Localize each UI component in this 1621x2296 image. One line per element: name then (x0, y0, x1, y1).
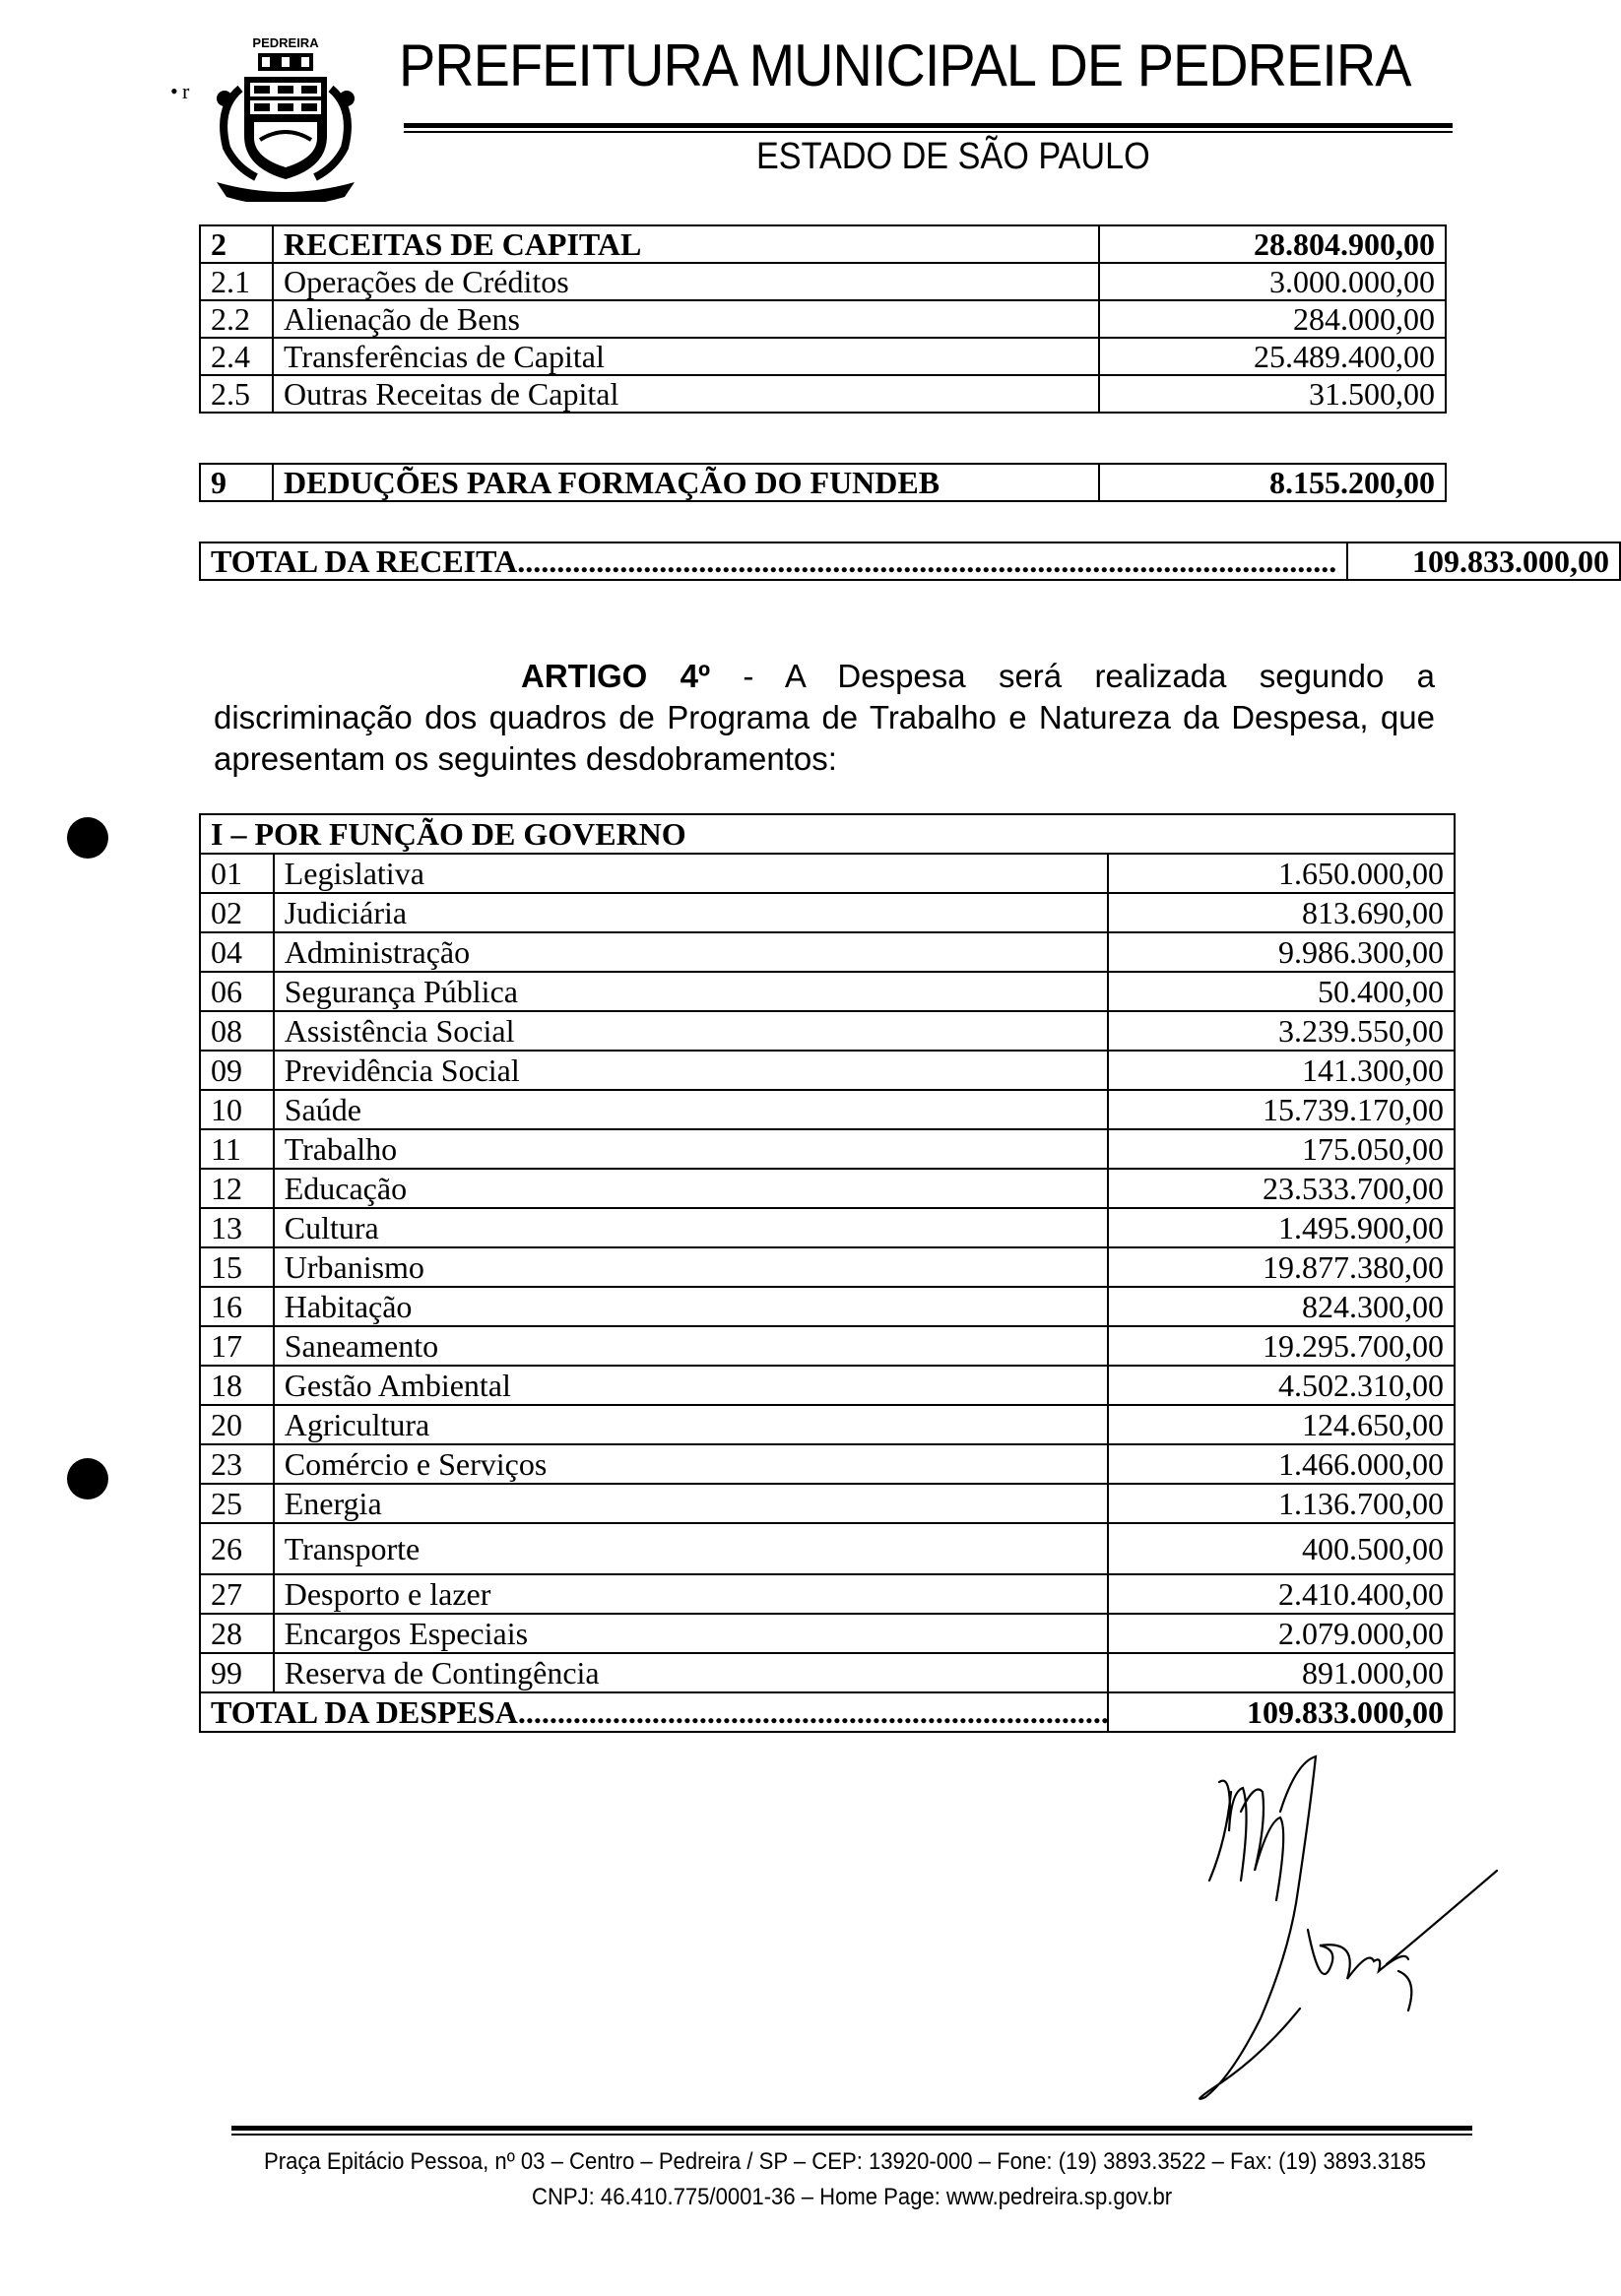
table-row (200, 1287, 1455, 1326)
punch-hole-mark (67, 817, 108, 859)
row-code: 01 (200, 854, 274, 893)
row-code: 15 (200, 1247, 274, 1287)
page-title: PREFEITURA MUNICIPAL DE PEDREIRA (399, 32, 1411, 98)
row-value: 19.295.700,00 (1108, 1326, 1455, 1366)
row-value: 124.650,00 (1108, 1405, 1455, 1444)
row-value: 824.300,00 (1108, 1287, 1455, 1326)
row-code: 06 (200, 972, 274, 1011)
row-label: Assistência Social (274, 1011, 1108, 1051)
footer-cnpj: CNPJ: 46.410.775/0001-36 – Home Page: www.pedreira.sp.gov.br (532, 2184, 1173, 2210)
table-row (200, 542, 1620, 580)
row-value: 1.466.000,00 (1108, 1444, 1455, 1484)
table-row (200, 1011, 1455, 1051)
table-row (200, 1326, 1455, 1366)
table-row (200, 225, 1446, 263)
row-value: 2.410.400,00 (1108, 1574, 1455, 1614)
row-value: 9.986.300,00 (1108, 932, 1455, 972)
table-row (200, 1051, 1455, 1090)
row-label: Alienação de Bens (273, 300, 1099, 338)
row-label: Cultura (274, 1208, 1108, 1247)
row-label: Saúde (274, 1090, 1108, 1129)
table-row (200, 854, 1455, 893)
row-label: Legislativa (274, 854, 1108, 893)
header-divider (404, 123, 1453, 128)
row-code: 08 (200, 1011, 274, 1051)
row-code: 16 (200, 1287, 274, 1326)
row-label: Saneamento (274, 1326, 1108, 1366)
row-value: 19.877.380,00 (1108, 1247, 1455, 1287)
artigo-body: discriminação dos quadros de Programa de Trabalho e Natureza da Despesa, que apresentam os seguintes desdobramentos: (214, 699, 1435, 777)
row-label: DEDUÇÕES PARA FORMAÇÃO DO FUNDEB (273, 464, 1099, 501)
row-value: 31.500,00 (1099, 375, 1446, 413)
row-label: Desporto e lazer (274, 1574, 1108, 1614)
table-row (200, 1405, 1455, 1444)
svg-text:PEDREIRA: PEDREIRA (252, 35, 319, 50)
despesa-funcao-table (199, 813, 1456, 1733)
municipal-crest-icon (197, 30, 374, 202)
row-label: Gestão Ambiental (274, 1366, 1108, 1405)
row-label: Outras Receitas de Capital (273, 375, 1099, 413)
row-value: 3.239.550,00 (1108, 1011, 1455, 1051)
row-code: 27 (200, 1574, 274, 1614)
handwritten-signature (1172, 1753, 1526, 2127)
row-label: Administração (274, 932, 1108, 972)
artigo-first-line (214, 656, 1435, 697)
row-code: 28 (200, 1614, 274, 1653)
row-label: Judiciária (274, 893, 1108, 932)
row-code: 11 (200, 1129, 274, 1169)
total-despesa-label: TOTAL DA DESPESA (211, 1694, 518, 1730)
row-label: Transporte (274, 1523, 1108, 1574)
row-value: 23.533.700,00 (1108, 1169, 1455, 1208)
artigo-line1-text: - A Despesa será realizada segundo a (743, 658, 1436, 694)
header-divider-thin (404, 131, 1453, 133)
row-label: Comércio e Serviços (274, 1444, 1108, 1484)
footer-divider-thin (231, 2134, 1472, 2136)
row-code: 2 (200, 225, 273, 263)
row-code: 18 (200, 1366, 274, 1405)
row-value: 4.502.310,00 (1108, 1366, 1455, 1405)
table-row (200, 1574, 1455, 1614)
table-row (200, 1484, 1455, 1523)
row-value: 813.690,00 (1108, 893, 1455, 932)
row-label: Previdência Social (274, 1051, 1108, 1090)
row-code: 26 (200, 1523, 274, 1574)
row-code: 2.5 (200, 375, 273, 413)
total-despesa-value: 109.833.000,00 (1108, 1692, 1455, 1732)
table-total-row (200, 1692, 1455, 1732)
despesa-rows (200, 854, 1455, 1692)
total-receita-label: TOTAL DA RECEITA (211, 543, 518, 579)
row-value: 28.804.900,00 (1099, 225, 1446, 263)
row-value: 1.650.000,00 (1108, 854, 1455, 893)
table-row (200, 1090, 1455, 1129)
row-value: 1.495.900,00 (1108, 1208, 1455, 1247)
table-heading-row (200, 814, 1455, 854)
row-value: 8.155.200,00 (1099, 464, 1446, 501)
row-label: Agricultura (274, 1405, 1108, 1444)
row-label: Urbanismo (274, 1247, 1108, 1287)
row-value: 50.400,00 (1108, 972, 1455, 1011)
total-receita-table (199, 542, 1621, 581)
row-label: Transferências de Capital (273, 338, 1099, 375)
table-row (200, 300, 1446, 338)
row-label: Educação (274, 1169, 1108, 1208)
row-label: Habitação (274, 1287, 1108, 1326)
row-code: 13 (200, 1208, 274, 1247)
row-value: 175.050,00 (1108, 1129, 1455, 1169)
total-despesa-label-cell (200, 1692, 1108, 1732)
footer-address: Praça Epitácio Pessoa, nº 03 – Centro – Pedreira / SP – CEP: 13920-000 – Fone: (19) 3893.3522 – Fax: (19) 3893.3185 (264, 2148, 1426, 2175)
row-value: 141.300,00 (1108, 1051, 1455, 1090)
table-row (200, 972, 1455, 1011)
table-row (200, 1169, 1455, 1208)
table-row (200, 1366, 1455, 1405)
row-value: 1.136.700,00 (1108, 1484, 1455, 1523)
despesa-heading: I – POR FUNÇÃO DE GOVERNO (200, 814, 1455, 854)
row-label: Energia (274, 1484, 1108, 1523)
row-code: 25 (200, 1484, 274, 1523)
row-label: Encargos Especiais (274, 1614, 1108, 1653)
row-label: Segurança Pública (274, 972, 1108, 1011)
table-row (200, 1208, 1455, 1247)
row-value: 400.500,00 (1108, 1523, 1455, 1574)
leader-dots (518, 1694, 1108, 1730)
row-label: Reserva de Contingência (274, 1653, 1108, 1692)
row-code: 17 (200, 1326, 274, 1366)
total-receita-label-cell (200, 542, 1347, 580)
row-code: 10 (200, 1090, 274, 1129)
receitas-capital-table (199, 224, 1447, 414)
table-row (200, 893, 1455, 932)
scan-mark: • (170, 79, 178, 103)
table-row (200, 1129, 1455, 1169)
table-row (200, 1247, 1455, 1287)
table-row (200, 1444, 1455, 1484)
row-code: 09 (200, 1051, 274, 1090)
artigo-heading: ARTIGO 4º (521, 658, 711, 694)
table-row (200, 263, 1446, 300)
table-row (200, 464, 1446, 501)
table-row (200, 1653, 1455, 1692)
row-code: 9 (200, 464, 273, 501)
row-value: 2.079.000,00 (1108, 1614, 1455, 1653)
table-row (200, 1614, 1455, 1653)
page-subtitle: ESTADO DE SÃO PAULO (756, 136, 1150, 177)
row-value: 3.000.000,00 (1099, 263, 1446, 300)
fundeb-table (199, 463, 1447, 502)
row-code: 12 (200, 1169, 274, 1208)
artigo-paragraph (214, 656, 1435, 780)
row-code: 04 (200, 932, 274, 972)
row-label: Trabalho (274, 1129, 1108, 1169)
row-value: 15.739.170,00 (1108, 1090, 1455, 1129)
row-code: 2.2 (200, 300, 273, 338)
row-code: 20 (200, 1405, 274, 1444)
total-receita-value: 109.833.000,00 (1347, 542, 1620, 580)
punch-hole-mark (67, 1458, 108, 1499)
scan-mark: r (182, 79, 190, 103)
footer-divider (231, 2126, 1472, 2131)
row-code: 99 (200, 1653, 274, 1692)
row-value: 284.000,00 (1099, 300, 1446, 338)
table-row (200, 338, 1446, 375)
table-row (200, 1523, 1455, 1574)
row-code: 02 (200, 893, 274, 932)
row-value: 25.489.400,00 (1099, 338, 1446, 375)
row-code: 2.1 (200, 263, 273, 300)
leader-dots (517, 543, 1336, 579)
table-row (200, 375, 1446, 413)
row-label: Operações de Créditos (273, 263, 1099, 300)
row-code: 23 (200, 1444, 274, 1484)
table-row (200, 932, 1455, 972)
row-value: 891.000,00 (1108, 1653, 1455, 1692)
row-code: 2.4 (200, 338, 273, 375)
row-label: RECEITAS DE CAPITAL (273, 225, 1099, 263)
